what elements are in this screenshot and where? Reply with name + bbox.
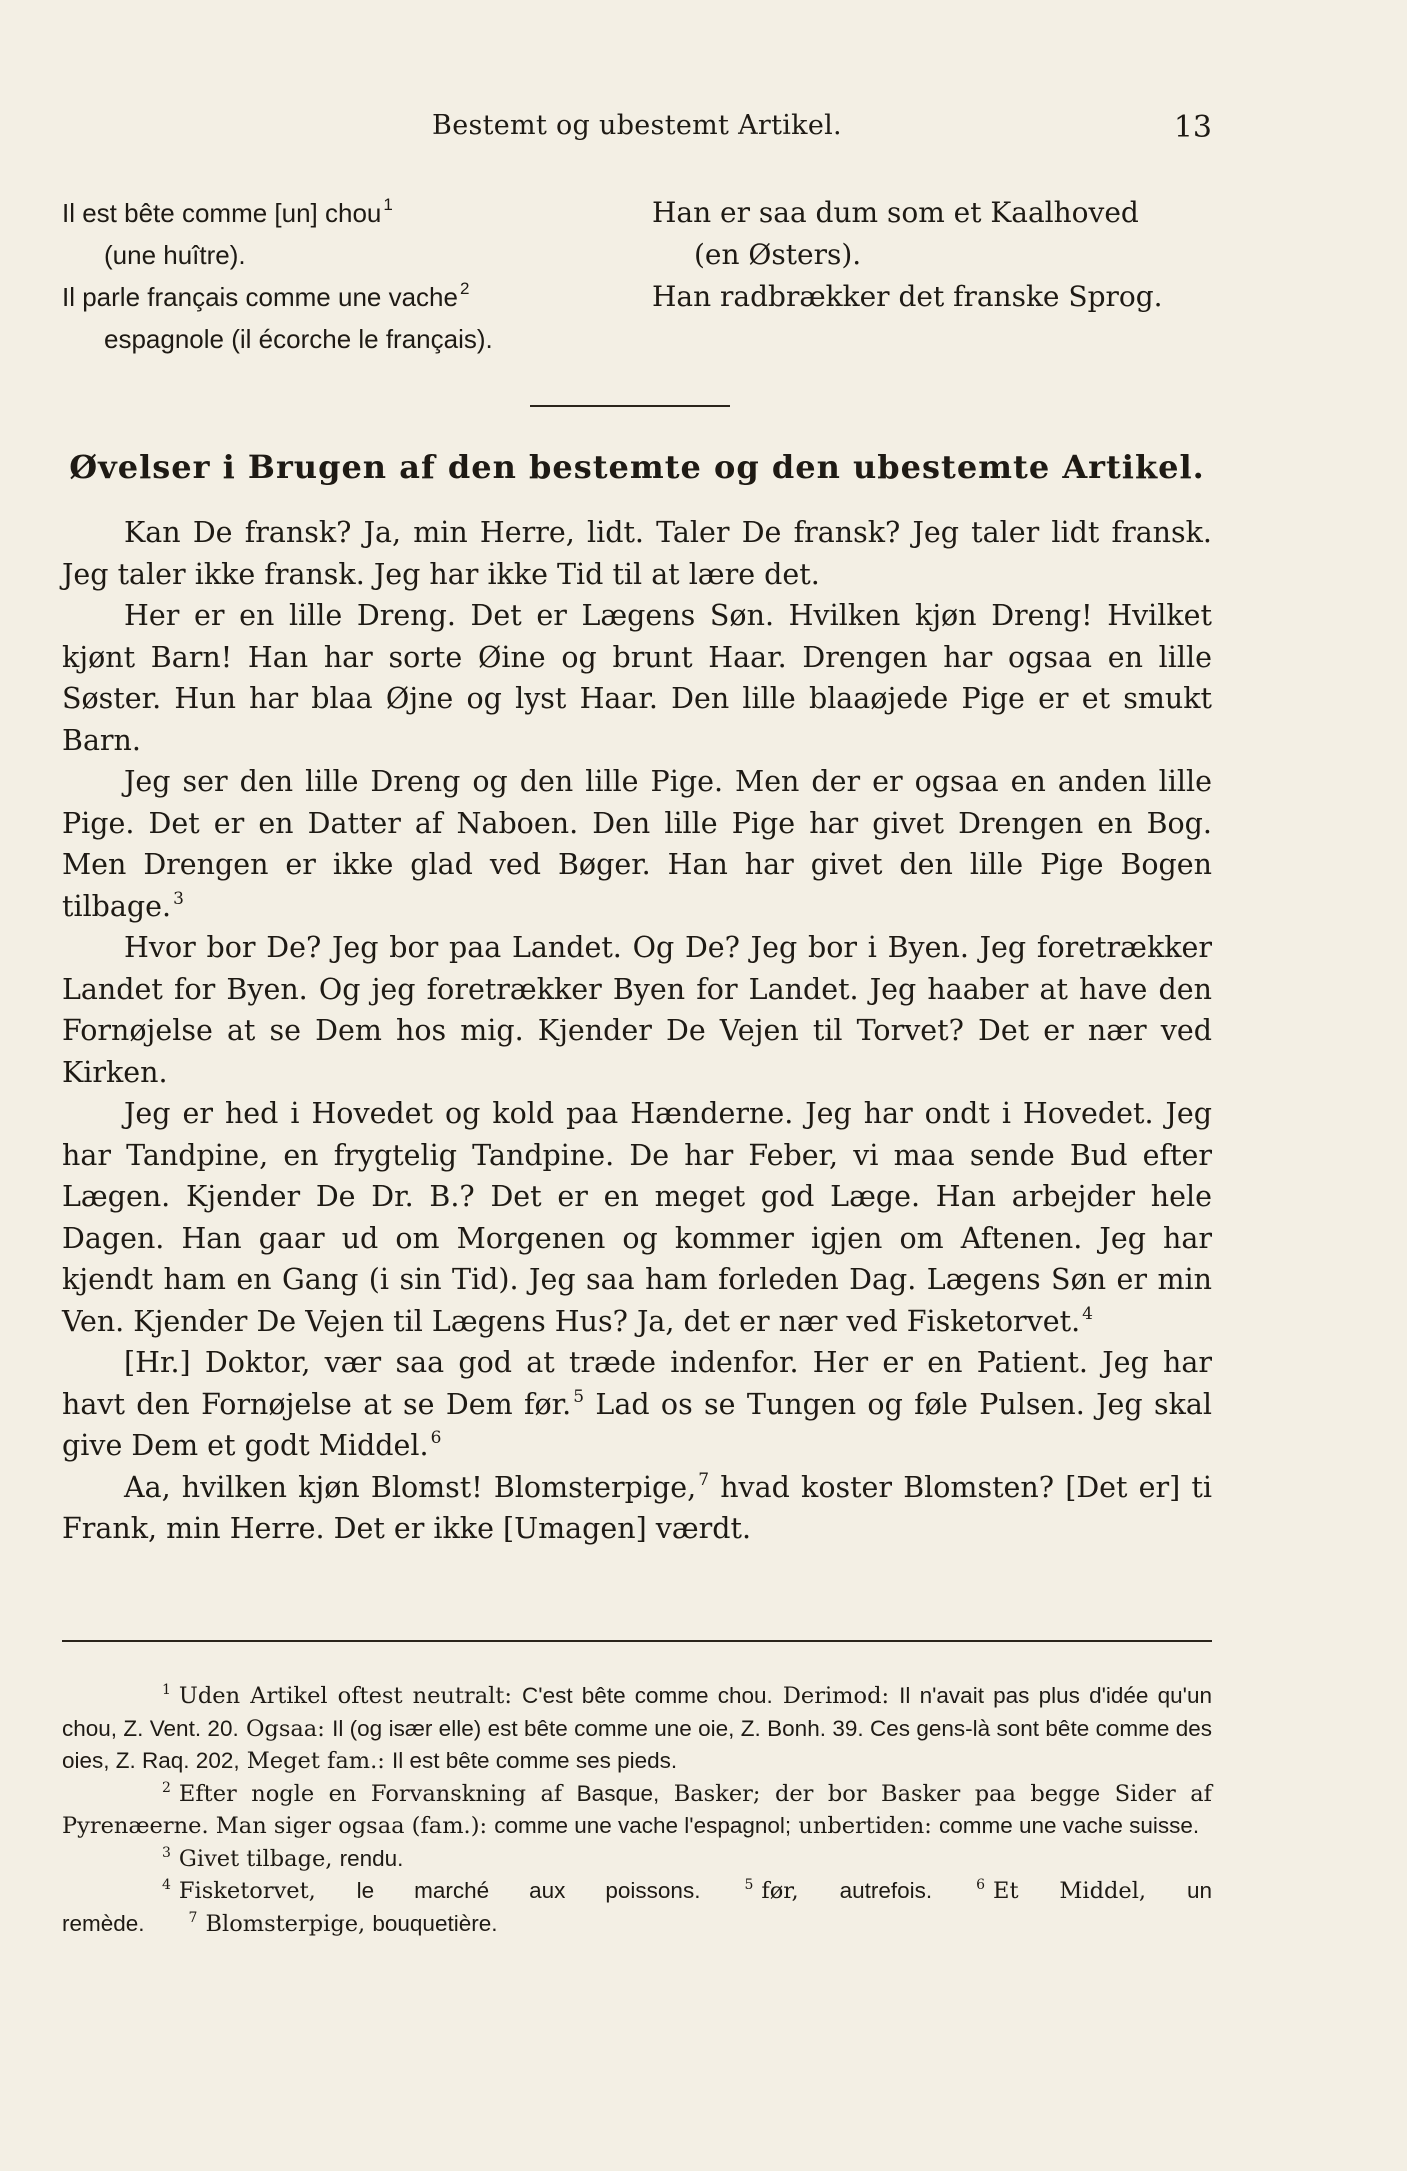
french-example <box>62 192 622 276</box>
french-text-cont: espagnole (il écorche le français). <box>104 324 493 354</box>
footnote-text: Meget fam.: <box>239 1748 392 1774</box>
footnote-french: comme une vache suisse. <box>938 1813 1200 1838</box>
french-example <box>62 276 622 360</box>
running-title: Bestemt og ubestemt Artikel. <box>432 110 842 141</box>
example-row <box>62 276 1212 360</box>
footnote-4-7 <box>62 1875 1212 1940</box>
paragraph-text: hvad koster Blomsten? [Det er] ti Frank, min Herre. Det er ikke [Umagen] værdt. <box>62 1470 1212 1545</box>
footnote-text: Givet tilbage, <box>178 1845 340 1872</box>
paragraph <box>62 595 1212 761</box>
footnote-3 <box>62 1843 1212 1876</box>
footnote-text: Et Middel, <box>993 1878 1187 1904</box>
footnote-ref: 7 <box>698 1469 710 1490</box>
footnotes <box>62 1680 1212 1940</box>
footnote-french: C'est bête comme chou. <box>522 1683 773 1708</box>
danish-example <box>652 276 1212 360</box>
paragraph <box>62 927 1212 1093</box>
footnote-french: Basque, <box>576 1780 660 1806</box>
paragraph <box>62 1342 1212 1467</box>
footnote-text: Ogsaa: <box>238 1715 333 1742</box>
danish-example <box>652 192 1212 276</box>
footnote-text: Derimod: <box>772 1683 900 1709</box>
paragraph-text: Lad os se Tungen og føle Pulsen. Jeg skal give Dem et godt Middel. <box>62 1387 1212 1462</box>
footnote-text: Fisketorvet, <box>178 1878 357 1904</box>
footnote-ref: 2 <box>459 279 470 298</box>
footnote-mark: 4 <box>162 1877 171 1893</box>
footnote-french: autrefois. <box>839 1878 933 1903</box>
french-text: Il est bête comme [un] chou <box>62 198 382 228</box>
paragraph <box>62 512 1212 595</box>
footnote-text: Basker; der bor Basker paa begge Sider af Pyrenæerne. Man siger ogsaa (fam.): <box>62 1780 1212 1839</box>
example-row <box>62 192 1212 276</box>
paragraph-text: Aa, hvilken kjøn Blomst! Blomsterpige, <box>124 1470 697 1504</box>
footnote-mark: 7 <box>188 1909 198 1926</box>
french-text-cont: (une huître). <box>104 240 246 270</box>
footnote-french: un remède. <box>62 1878 1212 1936</box>
exercise-text <box>62 512 1212 1550</box>
footnote-french: comme une vache l'espagnol; <box>494 1813 792 1838</box>
paragraph-text: [Hr.] Doktor, vær saa god at træde indenfor. Her er en Patient. Jeg har havt den Fornøjelse at se Dem før. <box>62 1346 1212 1421</box>
french-text: Il parle français comme une vache <box>62 282 458 312</box>
footnote-text: før, <box>761 1878 840 1904</box>
footnote-french: bouquetière. <box>372 1910 498 1936</box>
footnote-french: Il est bête comme ses pieds. <box>392 1748 678 1773</box>
footnote-mark: 3 <box>162 1844 171 1861</box>
footnote-mark: 6 <box>976 1877 986 1893</box>
footnote-text: Blomsterpige, <box>205 1910 373 1937</box>
paragraph <box>62 1467 1212 1550</box>
footnote-ref: 6 <box>430 1428 442 1448</box>
example-sentences <box>62 192 1212 360</box>
footnote-ref: 1 <box>383 195 393 214</box>
footnote-text: unbertiden: <box>791 1813 939 1839</box>
danish-text: Han radbrækker det franske Sprog. <box>652 280 1163 313</box>
footnote-ref: 4 <box>1082 1303 1093 1324</box>
paragraph-text: Her er en lille Dreng. Det er Lægens Søn. Hvilken kjøn Dreng! Hvilket kjønt Barn! Han har sorte Øine og brunt Haar. Drengen har ogsaa en lille Søster. Hun har blaa Øjne og lyst Haar. Den lille blaaøjede Pige er et smukt Barn. <box>62 599 1212 757</box>
footnote-text: Uden Artikel oftest neutralt: <box>178 1683 523 1709</box>
page-header <box>62 110 1212 154</box>
paragraph-text: Kan De fransk? Ja, min Herre, lidt. Taler De fransk? Jeg taler lidt fransk. Jeg taler ikke fransk. Jeg har ikke Tid til at lære det. <box>62 516 1212 591</box>
footnote-1 <box>62 1680 1212 1778</box>
paragraph <box>62 1093 1212 1342</box>
footnote-french: Il (og især elle) est bête comme une oie, Z. Bonh. 39. Ces gens-là sont bête comme des oies, Z. Raq. 202, <box>62 1715 1212 1773</box>
footnote-ref: 3 <box>173 888 184 909</box>
footnote-ref: 5 <box>573 1386 585 1407</box>
paragraph-text: Hvor bor De? Jeg bor paa Landet. Og De? Jeg bor i Byen. Jeg foretrækker Landet for Byen. Og jeg foretrækker Byen for Landet. Jeg haaber at have den Fornøjelse at se Dem hos mig. Kjender De Vejen til Torvet? Det er nær ved Kirken. <box>62 931 1212 1089</box>
footnote-2 <box>62 1778 1212 1843</box>
section-title: Øvelser i Brugen af den bestemte og den ubestemte Artikel. <box>69 448 1205 486</box>
footnote-mark: 2 <box>162 1779 171 1796</box>
paragraph <box>62 761 1212 927</box>
danish-text: Han er saa dum som et Kaalhoved <box>652 196 1139 229</box>
page-number: 13 <box>1173 110 1212 145</box>
footnote-french: Il n'avait pas plus d'idée qu'un chou, Z. Vent. 20. <box>62 1683 1212 1741</box>
paragraph-text: Jeg ser den lille Dreng og den lille Pige. Men der er ogsaa en anden lille Pige. Det er en Datter af Naboen. Den lille Pige har givet Drengen en Bog. Men Drengen er ikke glad ved Bøger. Han har givet den lille Pige Bogen tilbage. <box>62 765 1212 923</box>
footnote-divider <box>62 1640 1212 1642</box>
paragraph-text: Jeg er hed i Hovedet og kold paa Hænderne. Jeg har ondt i Hovedet. Jeg har Tandpine, en frygtelig Tandpine. De har Feber, vi maa sende Bud efter Lægen. Kjender De Dr. B.? Det er en meget god Læge. Han arbejder hele Dagen. Han gaar ud om Morgenen og kommer igjen om Aftenen. Jeg har kjendt ham en Gang (i sin Tid). Jeg saa ham forleden Dag. Lægens Søn er min Ven. Kjender De Vejen til Lægens Hus? Ja, det er nær ved Fisketorvet. <box>62 1097 1212 1338</box>
footnote-text: Efter nogle en Forvanskning af <box>178 1780 577 1807</box>
footnote-french: rendu. <box>339 1845 404 1871</box>
section-divider <box>530 405 730 407</box>
footnote-french: le marché aux poissons. <box>356 1878 701 1903</box>
footnote-mark: 1 <box>162 1682 171 1698</box>
footnote-mark: 5 <box>744 1877 754 1893</box>
danish-text-cont: (en Østers). <box>694 238 862 271</box>
